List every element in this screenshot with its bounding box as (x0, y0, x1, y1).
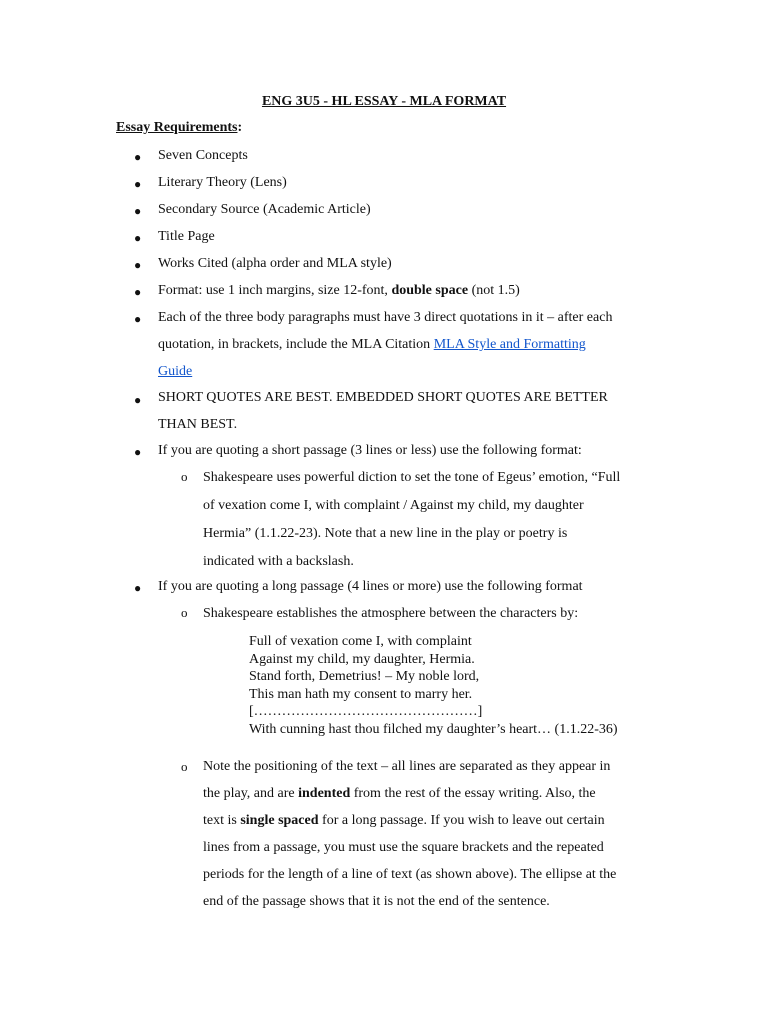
list-item-long-passage: If you are quoting a long passage (4 lines or more) use the following format (158, 579, 583, 594)
short-passage-example (203, 464, 663, 576)
short-example-line-4: indicated with a backslash. (203, 554, 354, 569)
list-item-theory: Literary Theory (Lens) (158, 175, 287, 190)
bullet-icon: ● (134, 258, 142, 272)
note-line-3-pre: text is (203, 813, 241, 828)
bullet-icon: ● (134, 445, 142, 459)
sub-bullet-icon: o (181, 469, 188, 484)
block-quote-line-3: Stand forth, Demetrius! – My noble lord, (249, 669, 480, 684)
bullet-icon: ● (134, 312, 142, 326)
format-text-post: (not 1.5) (468, 283, 520, 298)
requirements-heading-colon: : (237, 120, 243, 135)
block-quote-line-5: […………………………………………] (249, 704, 483, 719)
bullet-icon: ● (134, 393, 142, 407)
note-line-2-bold: indented (298, 786, 351, 801)
note-line-2 (203, 780, 663, 807)
note-line-4: lines from a passage, you must use the square brackets and the repeated (203, 840, 604, 855)
format-text-bold: double space (391, 283, 469, 298)
short-example-line-3: Hermia” (1.1.22-23). Note that a new line in the play or poetry is (203, 526, 568, 541)
bullet-icon: ● (134, 204, 142, 218)
list-item-short-passage: If you are quoting a short passage (3 lines or less) use the following format: (158, 443, 582, 458)
list-item-body-paragraphs (158, 304, 658, 385)
body-paragraphs-line-1: Each of the three body paragraphs must have 3 direct quotations in it – after each (158, 310, 613, 325)
note-line-3 (203, 807, 663, 834)
short-quotes-line-2: THAN BEST. (158, 417, 238, 432)
short-quotes-line-1: SHORT QUOTES ARE BEST. EMBEDDED SHORT QUOTES ARE BETTER (158, 390, 608, 405)
block-quote (249, 633, 669, 738)
list-item-concepts: Seven Concepts (158, 148, 248, 163)
note-line-5: periods for the length of a line of text (as shown above). The ellipse at the (203, 867, 617, 882)
note-line-1: Note the positioning of the text – all lines are separated as they appear in (203, 759, 611, 774)
block-quote-line-1: Full of vexation come I, with complaint (249, 634, 472, 649)
note-line-3-post: for a long passage. If you wish to leave out certain (318, 813, 605, 828)
list-item-short-quotes (158, 384, 658, 438)
bullet-icon: ● (134, 150, 142, 164)
mla-guide-link[interactable]: MLA Style and Formatting (433, 337, 586, 352)
format-text-pre: Format: use 1 inch margins, size 12-font, (158, 283, 392, 298)
requirements-heading (116, 120, 242, 136)
requirements-heading-text: Essay Requirements (116, 120, 238, 135)
sub-bullet-icon: o (181, 605, 188, 620)
bullet-icon: ● (134, 177, 142, 191)
block-quote-line-4: This man hath my consent to marry her. (249, 686, 473, 702)
bullet-icon: ● (134, 285, 142, 299)
short-example-line-1: Shakespeare uses powerful diction to set the tone of Egeus’ emotion, “Full (203, 470, 621, 485)
note-line-2-pre: the play, and are (203, 786, 299, 801)
block-quote-line-6: With cunning hast thou filched my daughter’s heart… (1.1.22-36) (249, 721, 618, 737)
list-item-title-page: Title Page (158, 229, 215, 244)
body-paragraphs-line-2 (158, 331, 658, 358)
short-example-line-2: of vexation come I, with complaint / Against my child, my daughter (203, 498, 584, 513)
block-quote-line-2: Against my child, my daughter, Hermia. (249, 651, 475, 667)
note-line-2-post: from the rest of the essay writing. Also, the (350, 786, 596, 801)
mla-guide-link-cont[interactable]: Guide (158, 364, 193, 379)
list-item-secondary-source: Secondary Source (Academic Article) (158, 202, 371, 217)
note-line-3-bold: single spaced (240, 813, 319, 828)
long-passage-intro: Shakespeare establishes the atmosphere between the characters by: (203, 606, 579, 621)
positioning-note (203, 753, 663, 915)
body-paragraphs-line-2-text: quotation, in brackets, include the MLA Citation (158, 337, 434, 352)
list-item-works-cited: Works Cited (alpha order and MLA style) (158, 256, 392, 271)
bullet-icon: ● (134, 581, 142, 595)
note-line-6: end of the passage shows that it is not the end of the sentence. (203, 894, 550, 909)
bullet-icon: ● (134, 231, 142, 245)
body-paragraphs-line-3 (158, 358, 658, 385)
list-item-format (158, 277, 658, 304)
sub-bullet-icon: o (181, 759, 188, 774)
document-title: ENG 3U5 - HL ESSAY - MLA FORMAT (261, 94, 507, 109)
